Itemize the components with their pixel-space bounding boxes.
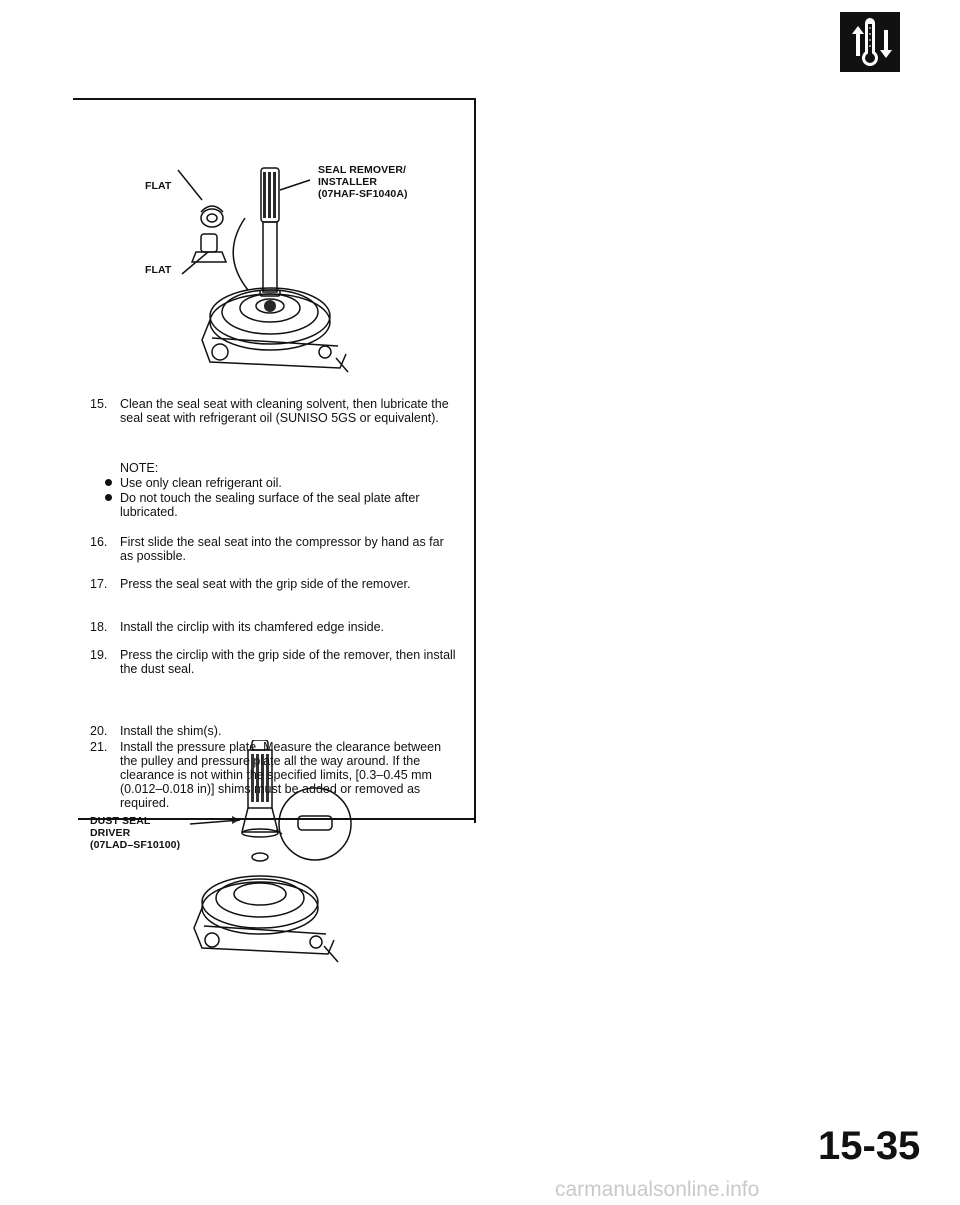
tool-label-line1: SEAL REMOVER/ bbox=[318, 164, 407, 176]
air-conditioning-temperature-icon bbox=[840, 12, 900, 72]
step-text: First slide the seal seat into the compressor by hand as far as possible. bbox=[120, 535, 444, 563]
step-20 bbox=[90, 724, 460, 738]
step-15 bbox=[90, 397, 460, 425]
page-number: 15-35 bbox=[818, 1124, 921, 1168]
step-text: Clean the seal seat with cleaning solvent, then lubricate the seal seat with refrigerant oil (SUNISO 5GS or equivalent). bbox=[120, 397, 449, 425]
bullet-text: Use only clean refrigerant oil. bbox=[120, 476, 282, 490]
watermark-text: carmanualsonline.info bbox=[555, 1178, 760, 1201]
step-17 bbox=[90, 577, 460, 591]
step-number: 17. bbox=[90, 577, 108, 591]
step-19 bbox=[90, 648, 460, 676]
seal-remover-figure bbox=[145, 140, 470, 380]
bullet-dot bbox=[105, 479, 112, 486]
step-number: 21. bbox=[90, 740, 108, 754]
tool-label-line3: (07HAF-SF1040A) bbox=[318, 188, 408, 200]
bullet-text: Do not touch the sealing surface of the seal plate after lubricated. bbox=[120, 491, 420, 519]
note-bullet-1 bbox=[105, 476, 461, 490]
seal-remover-illustration bbox=[150, 140, 470, 380]
step-text: Press the circlip with the grip side of the remover, then install the dust seal. bbox=[120, 648, 456, 676]
step-text: Install the circlip with its chamfered edge inside. bbox=[120, 620, 385, 634]
flat-label-top: FLAT bbox=[145, 180, 172, 192]
step-text: Press the seal seat with the grip side of the remover. bbox=[120, 577, 411, 591]
step-number: 19. bbox=[90, 648, 108, 662]
step-16 bbox=[90, 535, 460, 563]
flat-label-bottom: FLAT bbox=[145, 264, 172, 276]
step-text: Install the pressure plate. Measure the clearance between the pulley and pressure plate all the way around. If the clearance is not within the specified limits, [0.3–0.45 mm (0.012–0.018 in)] shims must be added or removed as required. bbox=[120, 740, 442, 810]
frame-right-rule bbox=[474, 98, 476, 823]
bullet-dot bbox=[105, 494, 112, 501]
step-number: 15. bbox=[90, 397, 108, 411]
step-number: 20. bbox=[90, 724, 108, 738]
step-21 bbox=[90, 740, 460, 810]
step-number: 18. bbox=[90, 620, 108, 634]
step-18 bbox=[90, 620, 460, 634]
dust-seal-label-line2: DRIVER bbox=[90, 827, 131, 839]
note-bullet-2 bbox=[105, 491, 461, 519]
dust-seal-label-line1: DUST SEAL bbox=[90, 815, 151, 827]
frame-top-rule bbox=[73, 98, 476, 100]
step-number: 16. bbox=[90, 535, 108, 549]
step-text: Install the shim(s). bbox=[120, 724, 222, 738]
dust-seal-label-line3: (07LAD–SF10100) bbox=[90, 839, 181, 851]
note-heading: NOTE: bbox=[120, 461, 159, 475]
tool-label-line2: INSTALLER bbox=[318, 176, 378, 188]
